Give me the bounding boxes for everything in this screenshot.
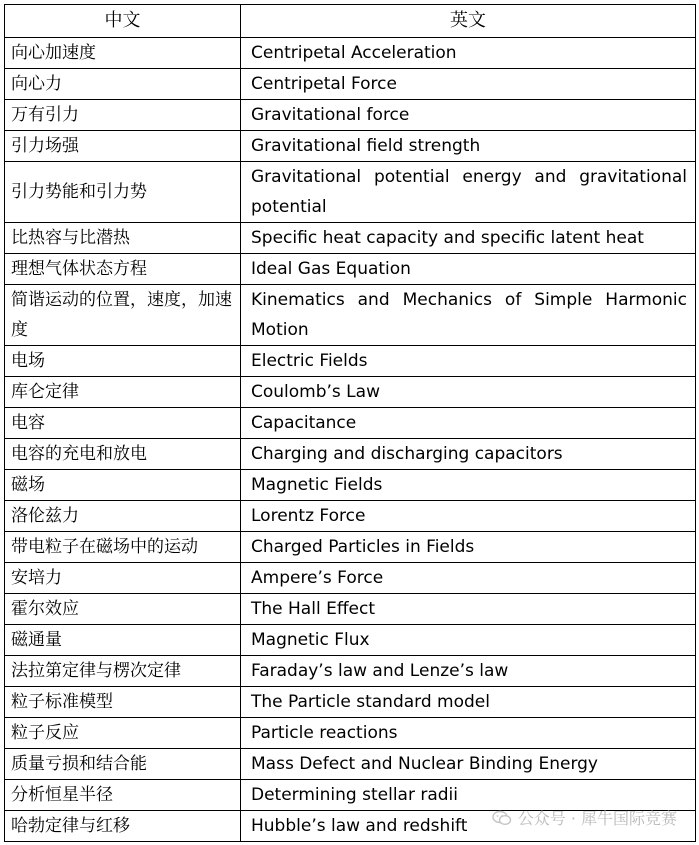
english-term: Gravitational potential energy and gravitational potential <box>241 162 696 223</box>
table-body <box>5 38 696 842</box>
english-term: Lorentz Force <box>241 501 696 532</box>
table-row <box>5 749 696 780</box>
chinese-term: 向心加速度 <box>5 38 241 69</box>
english-term: Charged Particles in Fields <box>241 532 696 563</box>
wechat-icon <box>492 810 512 826</box>
english-term: Gravitational field strength <box>241 131 696 162</box>
table-row <box>5 532 696 563</box>
chinese-term: 电容 <box>5 408 241 439</box>
table-row <box>5 470 696 501</box>
chinese-term: 质量亏损和结合能 <box>5 749 241 780</box>
english-term: Centripetal Acceleration <box>241 38 696 69</box>
table-row <box>5 223 696 254</box>
table-row <box>5 254 696 285</box>
english-term: Electric Fields <box>241 346 696 377</box>
chinese-term: 分析恒星半径 <box>5 780 241 811</box>
english-term: Particle reactions <box>241 718 696 749</box>
header-chinese: 中文 <box>5 5 241 38</box>
english-term: Kinematics and Mechanics of Simple Harmonic Motion <box>241 285 696 346</box>
table-row <box>5 100 696 131</box>
table-row <box>5 563 696 594</box>
english-term: Charging and discharging capacitors <box>241 439 696 470</box>
table-row <box>5 687 696 718</box>
chinese-term: 简谐运动的位置，速度，加速度 <box>5 285 241 346</box>
chinese-term: 引力场强 <box>5 131 241 162</box>
chinese-term: 哈勃定律与红移 <box>5 811 241 842</box>
chinese-term: 法拉第定律与楞次定律 <box>5 656 241 687</box>
chinese-term: 安培力 <box>5 563 241 594</box>
english-term: Ideal Gas Equation <box>241 254 696 285</box>
table-row <box>5 162 696 223</box>
header-row <box>5 5 696 38</box>
english-term: Hubble’s law and redshift <box>241 811 696 842</box>
chinese-term: 引力势能和引力势 <box>5 162 241 223</box>
header-english: 英文 <box>241 5 696 38</box>
chinese-term: 磁场 <box>5 470 241 501</box>
english-term: Gravitational force <box>241 100 696 131</box>
chinese-term: 向心力 <box>5 69 241 100</box>
table-header <box>5 5 696 38</box>
table-row <box>5 346 696 377</box>
table-row <box>5 656 696 687</box>
table-row <box>5 718 696 749</box>
chinese-term: 霍尔效应 <box>5 594 241 625</box>
english-term: Magnetic Fields <box>241 470 696 501</box>
chinese-term: 电容的充电和放电 <box>5 439 241 470</box>
english-term: Determining stellar radii <box>241 780 696 811</box>
english-term: Coulomb’s Law <box>241 377 696 408</box>
table-row <box>5 501 696 532</box>
chinese-term: 库仑定律 <box>5 377 241 408</box>
chinese-term: 洛伦兹力 <box>5 501 241 532</box>
chinese-term: 理想气体状态方程 <box>5 254 241 285</box>
table-row <box>5 69 696 100</box>
english-term: Magnetic Flux <box>241 625 696 656</box>
chinese-term: 比热容与比潜热 <box>5 223 241 254</box>
english-term: Centripetal Force <box>241 69 696 100</box>
table-row <box>5 594 696 625</box>
chinese-term: 磁通量 <box>5 625 241 656</box>
english-term: Mass Defect and Nuclear Binding Energy <box>241 749 696 780</box>
table-row <box>5 439 696 470</box>
english-term: Faraday’s law and Lenze’s law <box>241 656 696 687</box>
chinese-term: 万有引力 <box>5 100 241 131</box>
english-term: Ampere’s Force <box>241 563 696 594</box>
chinese-term: 电场 <box>5 346 241 377</box>
chinese-term: 带电粒子在磁场中的运动 <box>5 532 241 563</box>
english-term: Specific heat capacity and specific latent heat <box>241 223 696 254</box>
chinese-term: 粒子标准模型 <box>5 687 241 718</box>
table-row <box>5 131 696 162</box>
chinese-term: 粒子反应 <box>5 718 241 749</box>
table-row <box>5 625 696 656</box>
table-row <box>5 408 696 439</box>
table-row <box>5 377 696 408</box>
watermark-text: 公众号 · 犀牛国际竞赛 <box>517 809 677 828</box>
table-row <box>5 285 696 346</box>
english-term: Capacitance <box>241 408 696 439</box>
table-row <box>5 38 696 69</box>
watermark <box>492 806 677 829</box>
glossary-table <box>4 4 696 842</box>
english-term: The Hall Effect <box>241 594 696 625</box>
english-term: The Particle standard model <box>241 687 696 718</box>
